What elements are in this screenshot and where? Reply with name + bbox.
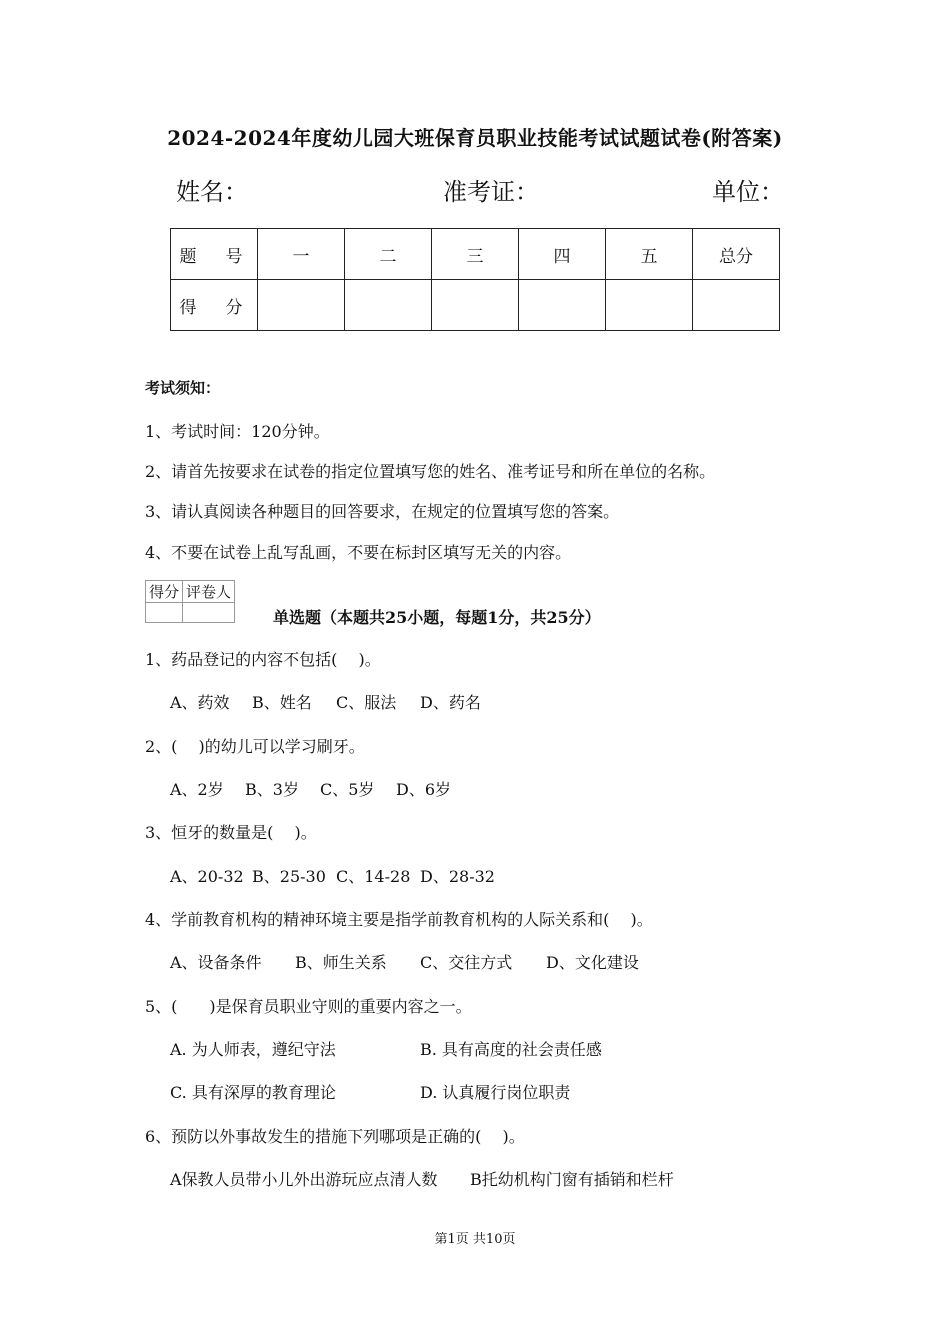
score-table-score-row: [171, 280, 780, 331]
score-table-header-cell: 五: [606, 229, 693, 280]
question-option: A、药效: [170, 693, 230, 712]
unit-field-label: 单位：: [712, 178, 784, 206]
score-table-header-row: [171, 229, 780, 280]
score-table-header-cell: 四: [519, 229, 606, 280]
score-cell[interactable]: [606, 280, 693, 331]
question-stem: 2、( )的幼儿可以学习刷牙。: [145, 737, 365, 756]
score-row-label: 得 分: [171, 280, 258, 331]
question-option: D、6岁: [396, 780, 452, 799]
grader-box: [145, 580, 235, 623]
score-cell[interactable]: [693, 280, 780, 331]
grader-name-label: 评卷人: [183, 581, 235, 603]
grader-score-cell[interactable]: [146, 603, 183, 623]
question-stem: 1、药品登记的内容不包括( )。: [145, 650, 381, 669]
question-option: D、文化建设: [546, 953, 639, 972]
question-option: C. 具有深厚的教育理论: [170, 1083, 336, 1102]
question-option: B、25-30: [252, 867, 326, 886]
score-table-header-cell: 总分: [693, 229, 780, 280]
question-option: C、14-28: [336, 867, 411, 886]
score-table-header-cell: 二: [345, 229, 432, 280]
score-table: [170, 228, 780, 331]
question-option: C、服法: [336, 693, 397, 712]
question-option: A. 为人师表，遵纪守法: [170, 1040, 336, 1059]
score-cell[interactable]: [345, 280, 432, 331]
question-option: D、药名: [420, 693, 481, 712]
score-table-header-cell: 三: [432, 229, 519, 280]
notice-item: 3、请认真阅读各种题目的回答要求，在规定的位置填写您的答案。: [145, 502, 620, 521]
question-option: B托幼机构门窗有插销和栏杆: [470, 1170, 674, 1189]
name-field-label: 姓名：: [176, 178, 248, 206]
question-option: A、2岁: [170, 780, 224, 799]
exam-id-field-label: 准考证：: [443, 178, 539, 206]
question-option: B. 具有高度的社会责任感: [420, 1040, 602, 1059]
question-option: B、姓名: [252, 693, 312, 712]
notice-heading: 考试须知：: [145, 379, 221, 397]
question-option: B、师生关系: [295, 953, 387, 972]
section-title: 单选题（本题共25小题，每题1分，共25分）: [273, 608, 601, 627]
notice-item: 2、请首先按要求在试卷的指定位置填写您的姓名、准考证号和所在单位的名称。: [145, 462, 716, 481]
question-option: D、28-32: [420, 867, 495, 886]
score-cell[interactable]: [258, 280, 345, 331]
score-table-header-cell: 题 号: [171, 229, 258, 280]
grader-name-cell[interactable]: [183, 603, 235, 623]
notice-item: 1、考试时间：120分钟。: [145, 422, 330, 441]
question-option: D. 认真履行岗位职责: [420, 1083, 571, 1102]
question-stem: 5、( )是保育员职业守则的重要内容之一。: [145, 997, 472, 1016]
grader-score-label: 得分: [146, 581, 183, 603]
score-table-header-cell: 一: [258, 229, 345, 280]
question-stem: 6、预防以外事故发生的措施下列哪项是正确的( )。: [145, 1127, 525, 1146]
question-option: A、20-32: [170, 867, 244, 886]
score-cell[interactable]: [519, 280, 606, 331]
score-cell[interactable]: [432, 280, 519, 331]
question-option: C、交往方式: [420, 953, 513, 972]
question-stem: 3、恒牙的数量是( )。: [145, 823, 317, 842]
question-option: A保教人员带小儿外出游玩应点清人数: [170, 1170, 438, 1189]
page-footer: 第1页 共10页: [434, 1232, 516, 1247]
question-stem: 4、学前教育机构的精神环境主要是指学前教育机构的人际关系和( )。: [145, 910, 653, 929]
question-option: C、5岁: [320, 780, 375, 799]
question-option: B、3岁: [245, 780, 299, 799]
question-option: A、设备条件: [170, 953, 262, 972]
exam-title: 2024-2024年度幼儿园大班保育员职业技能考试试题试卷(附答案): [167, 126, 783, 150]
notice-item: 4、不要在试卷上乱写乱画，不要在标封区填写无关的内容。: [145, 543, 572, 562]
